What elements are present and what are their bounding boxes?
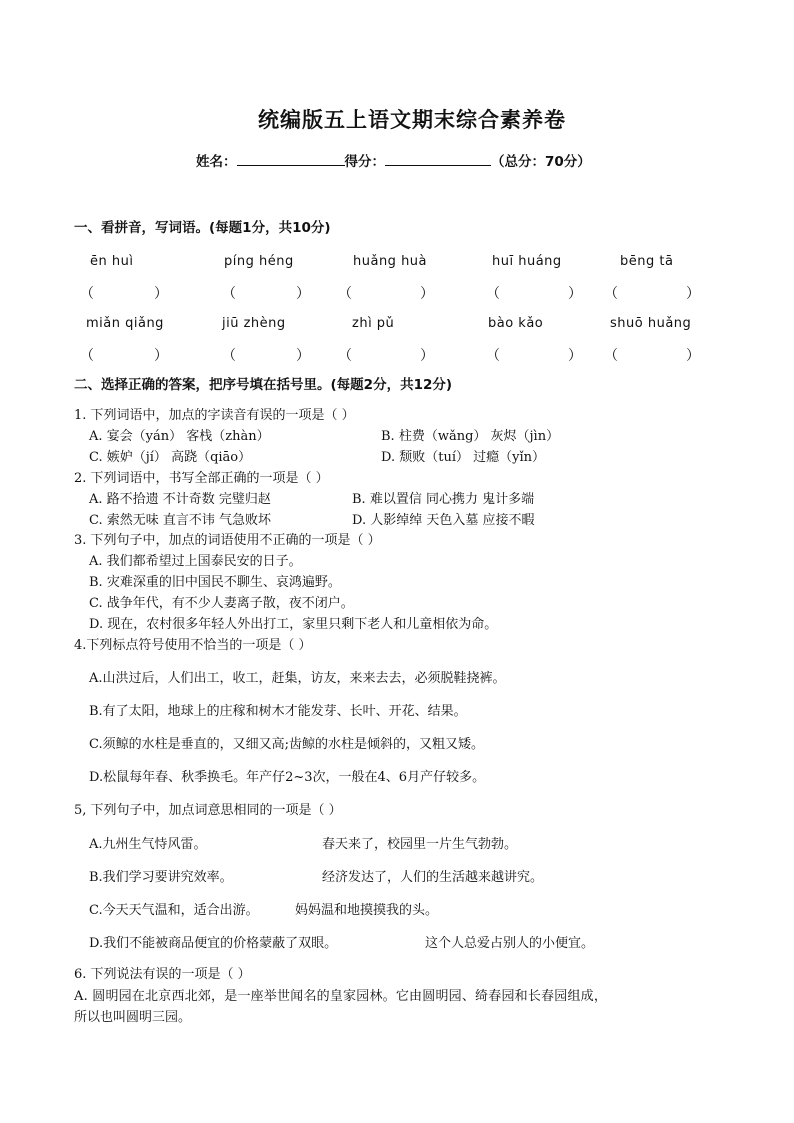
question-4-option-b: B.有了太阳，地球上的庄稼和树木才能发芽、长叶、开花、结果。 — [89, 704, 467, 719]
question-4: 4.下列标点符号使用不恰当的一项是（ ） — [74, 638, 312, 653]
score-label: 得分： — [344, 154, 385, 170]
answer-blank[interactable]: （ ） — [604, 348, 700, 364]
pinyin-item: huī huáng — [492, 254, 562, 269]
question-5: 5, 下列句子中，加点词意思相同的一项是（ ） — [74, 803, 342, 818]
pinyin-item: bēng tā — [620, 254, 674, 269]
question-5-option-c: C.今天天气温和，适合出游。 — [89, 903, 259, 918]
question-2: 2. 下列词语中，书写全部正确的一项是（ ） — [74, 471, 329, 486]
answer-blank[interactable]: （ ） — [486, 286, 582, 302]
question-5-option-a-pair: 春天来了，校园里一片生气勃勃。 — [322, 837, 518, 852]
question-3-option-d: D. 现在，农村很多年轻人外出打工，家里只剩下老人和儿童相依为命。 — [89, 617, 498, 632]
pinyin-item: miǎn qiǎng — [86, 316, 164, 331]
question-1-option-a: A. 宴会（yán） 客栈（zhàn） — [89, 429, 270, 444]
pinyin-item: huǎng huà — [353, 254, 428, 269]
section2-heading: 二、选择正确的答案，把序号填在括号里。(每题2分，共12分) — [74, 377, 453, 393]
name-label: 姓名： — [196, 154, 237, 170]
answer-blank[interactable]: （ ） — [486, 348, 582, 364]
pinyin-item: píng héng — [224, 254, 294, 269]
question-2-option-a: A. 路不拾遗 不计奇数 完璧归赵 — [89, 492, 271, 507]
answer-blank[interactable]: （ ） — [338, 286, 434, 302]
question-1: 1. 下列词语中，加点的字读音有误的一项是（ ） — [74, 408, 355, 423]
question-2-option-c: C. 索然无味 直言不讳 气急败坏 — [89, 513, 272, 528]
question-5-option-b: B.我们学习要讲究效率。 — [89, 870, 233, 885]
question-6-option-a: A. 圆明园在北京西北郊，是一座举世闻名的皇家园林。它由圆明园、绮春园和长春园组成， — [74, 989, 608, 1004]
question-5-option-b-pair: 经济发达了，人们的生活越来越讲究。 — [322, 870, 544, 885]
question-2-option-b: B. 难以置信 同心携力 鬼计多端 — [352, 492, 535, 507]
question-3-option-a: A. 我们都希望过上国泰民安的日子。 — [89, 554, 302, 569]
question-3-option-c: C. 战争年代，有不少人妻离子散，夜不闭户。 — [89, 596, 354, 611]
answer-blank[interactable]: （ ） — [222, 286, 310, 302]
answer-blank[interactable]: （ ） — [604, 286, 700, 302]
pinyin-item: zhì pǔ — [352, 316, 395, 331]
section1-heading: 一、看拼音，写词语。(每题1分，共10分) — [74, 220, 331, 236]
question-1-option-b: B. 柱费（wǎng） 灰烬（jìn） — [381, 429, 560, 444]
question-6-option-a-cont: 所以也叫圆明三园。 — [74, 1010, 192, 1025]
score-blank[interactable] — [385, 151, 491, 166]
total-score: （总分：70分） — [491, 154, 591, 170]
question-5-option-c-pair: 妈妈温和地摸摸我的头。 — [295, 903, 439, 918]
student-info-line — [196, 150, 591, 170]
pinyin-item: shuō huǎng — [610, 316, 692, 331]
answer-blank[interactable]: （ ） — [80, 348, 168, 364]
question-1-option-d: D. 颓败（tuí） 过瘾（yǐn） — [381, 450, 545, 465]
question-4-option-d: D.松鼠每年春、秋季换毛。年产仔2~3次，一般在4、6月产仔较多。 — [89, 770, 486, 785]
answer-blank[interactable]: （ ） — [80, 286, 168, 302]
name-blank[interactable] — [237, 151, 345, 166]
pinyin-item: ēn huì — [90, 254, 134, 269]
page-title: 统编版五上语文期末综合素养卷 — [258, 108, 566, 132]
answer-blank[interactable]: （ ） — [222, 348, 310, 364]
question-5-option-d-pair: 这个人总爱占别人的小便宜。 — [425, 936, 595, 951]
question-3-option-b: B. 灾难深重的旧中国民不聊生、哀鸿遍野。 — [89, 575, 341, 590]
question-6: 6. 下列说法有误的一项是（ ） — [74, 967, 251, 982]
question-2-option-d: D. 人影绰绰 天色入墓 应接不暇 — [352, 513, 535, 528]
question-5-option-a: A.九州生气恃风雷。 — [89, 837, 207, 852]
question-4-option-c: C.须鲸的水柱是垂直的，又细又高;齿鲸的水柱是倾斜的，又粗又矮。 — [89, 737, 484, 752]
pinyin-item: bào kǎo — [488, 316, 544, 331]
pinyin-item: jiū zhèng — [222, 316, 286, 331]
question-4-option-a: A.山洪过后，人们出工，收工，赶集，访友，来来去去，必须脱鞋挠裤。 — [89, 671, 506, 686]
answer-blank[interactable]: （ ） — [338, 348, 434, 364]
question-1-option-c: C. 嫉妒（jí） 高跷（qiāo） — [89, 450, 252, 465]
question-5-option-d: D.我们不能被商品便宜的价格蒙蔽了双眼。 — [89, 936, 338, 951]
question-3: 3. 下列句子中，加点的词语使用不正确的一项是（ ） — [74, 533, 381, 548]
